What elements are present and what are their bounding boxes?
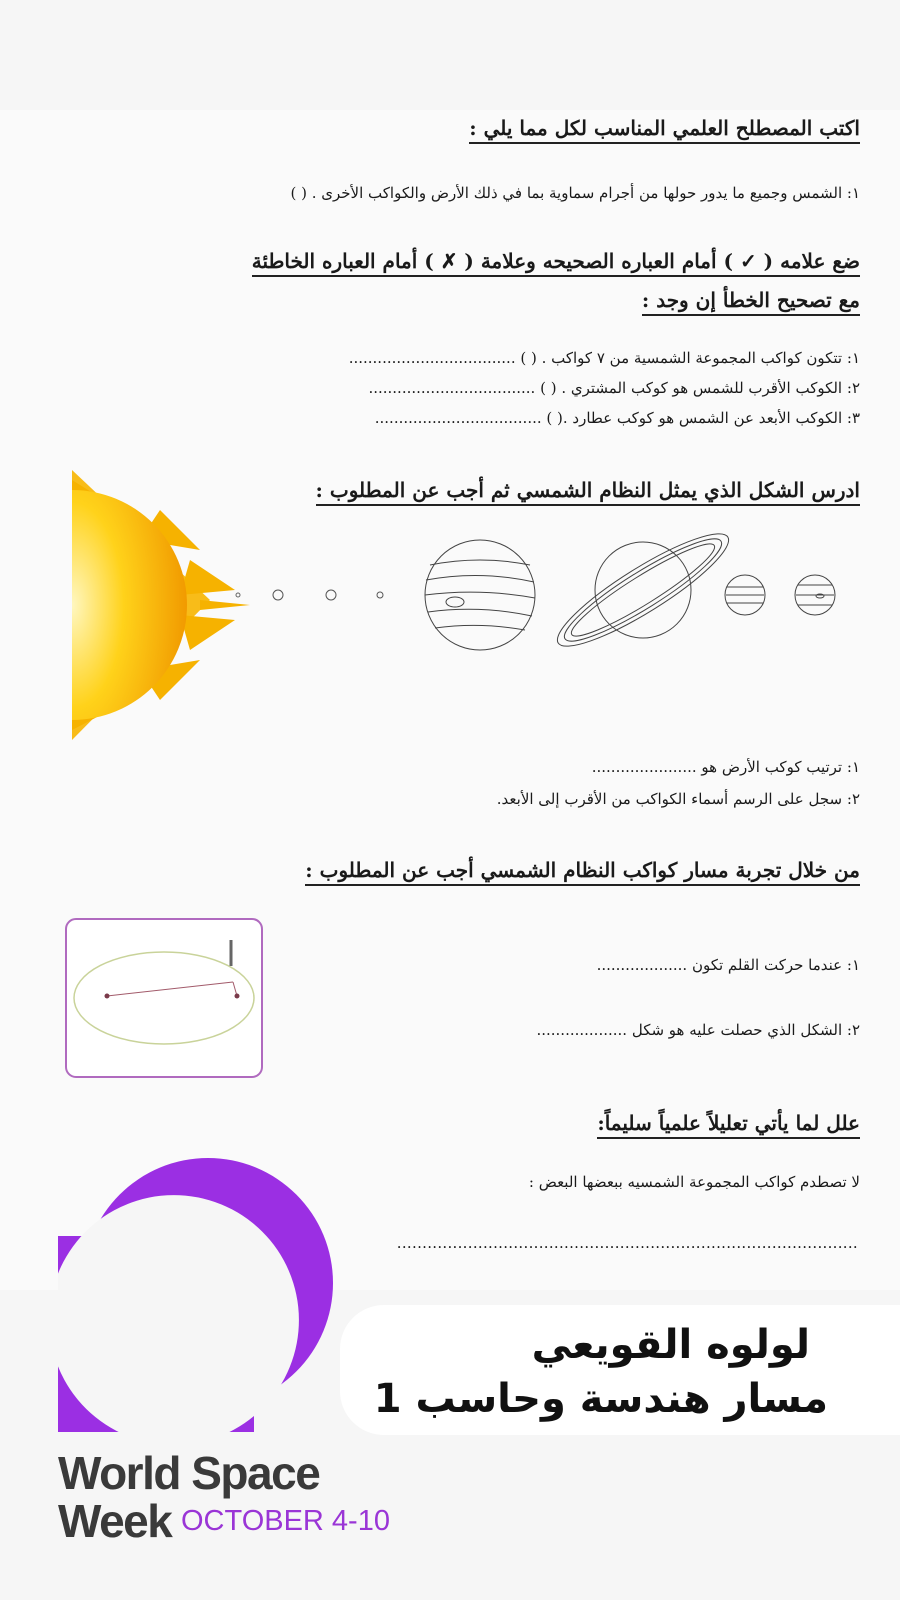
mars-planet [377, 592, 383, 598]
solar-system-diagram [60, 470, 860, 770]
saturn-planet [547, 518, 740, 661]
student-name: لولوه القويعي [531, 1322, 810, 1368]
q2-heading [252, 249, 860, 277]
jupiter-planet [425, 540, 535, 650]
q2-item-1: ١: تتكون كواكب المجموعة الشمسية من ٧ كواكب . ( ) ................................... [348, 349, 860, 367]
q2-item-2: ٢: الكوكب الأقرب للشمس هو كوكب المشتري . ( ) ................................... [368, 379, 860, 397]
q4-item-1: ١: عندما حركت القلم تكون ................... [596, 956, 860, 974]
world-space-week-logo [58, 1158, 333, 1433]
neptune-planet [795, 575, 835, 615]
uranus-planet [725, 575, 765, 615]
q4-heading: من خلال تجربة مسار كواكب النظام الشمسي أجب عن المطلوب : [305, 858, 860, 886]
q3-item-1: ١: ترتيب كوكب الأرض هو ...................... [591, 758, 860, 776]
q3-heading: ادرس الشكل الذي يمثل النظام الشمسي ثم أجب عن المطلوب : [316, 478, 860, 506]
orbit-experiment-diagram [65, 918, 263, 1078]
brand-dates: OCTOBER 4-10 [181, 1505, 390, 1537]
q5-answer-line: ........................................................................................... [396, 1234, 858, 1252]
earth-planet [326, 590, 336, 600]
brand-line-1: World Space [58, 1447, 320, 1499]
student-track: مسار هندسة وحاسب 1 [373, 1376, 828, 1422]
q5-item-1: لا تصطدم كواكب المجموعة الشمسيه ببعضها البعض : [528, 1173, 860, 1191]
q1-heading: اكتب المصطلح العلمي المناسب لكل مما يلي : [469, 116, 860, 144]
q3-item-2: ٢: سجل على الرسم أسماء الكواكب من الأقرب إلى الأبعد. [496, 790, 860, 808]
q4-item-2: ٢: الشكل الذي حصلت عليه هو شكل ................... [536, 1021, 860, 1039]
venus-planet [273, 590, 283, 600]
q5-heading: علل لما يأتي تعليلاً علمياً سليماً: [597, 1111, 860, 1139]
q2-heading-line1: ضع علامه ( ✓ ) أمام العباره الصحيحه وعلامة ( ✗ ) أمام العباره الخاطئة [251, 249, 860, 273]
brand-line-2: Week [58, 1495, 172, 1547]
q1-item-1: ١: الشمس وجميع ما يدور حولها من أجرام سماوية بما في ذلك الأرض والكواكب الأخرى . ( ) [290, 184, 860, 202]
q2-heading-line2: مع تصحيح الخطأ إن وجد : [642, 288, 860, 316]
sun-icon [72, 470, 250, 740]
mercury-planet [236, 593, 240, 597]
q2-item-3: ٣: الكوكب الأبعد عن الشمس هو كوكب عطارد .( ) ................................... [374, 409, 860, 427]
